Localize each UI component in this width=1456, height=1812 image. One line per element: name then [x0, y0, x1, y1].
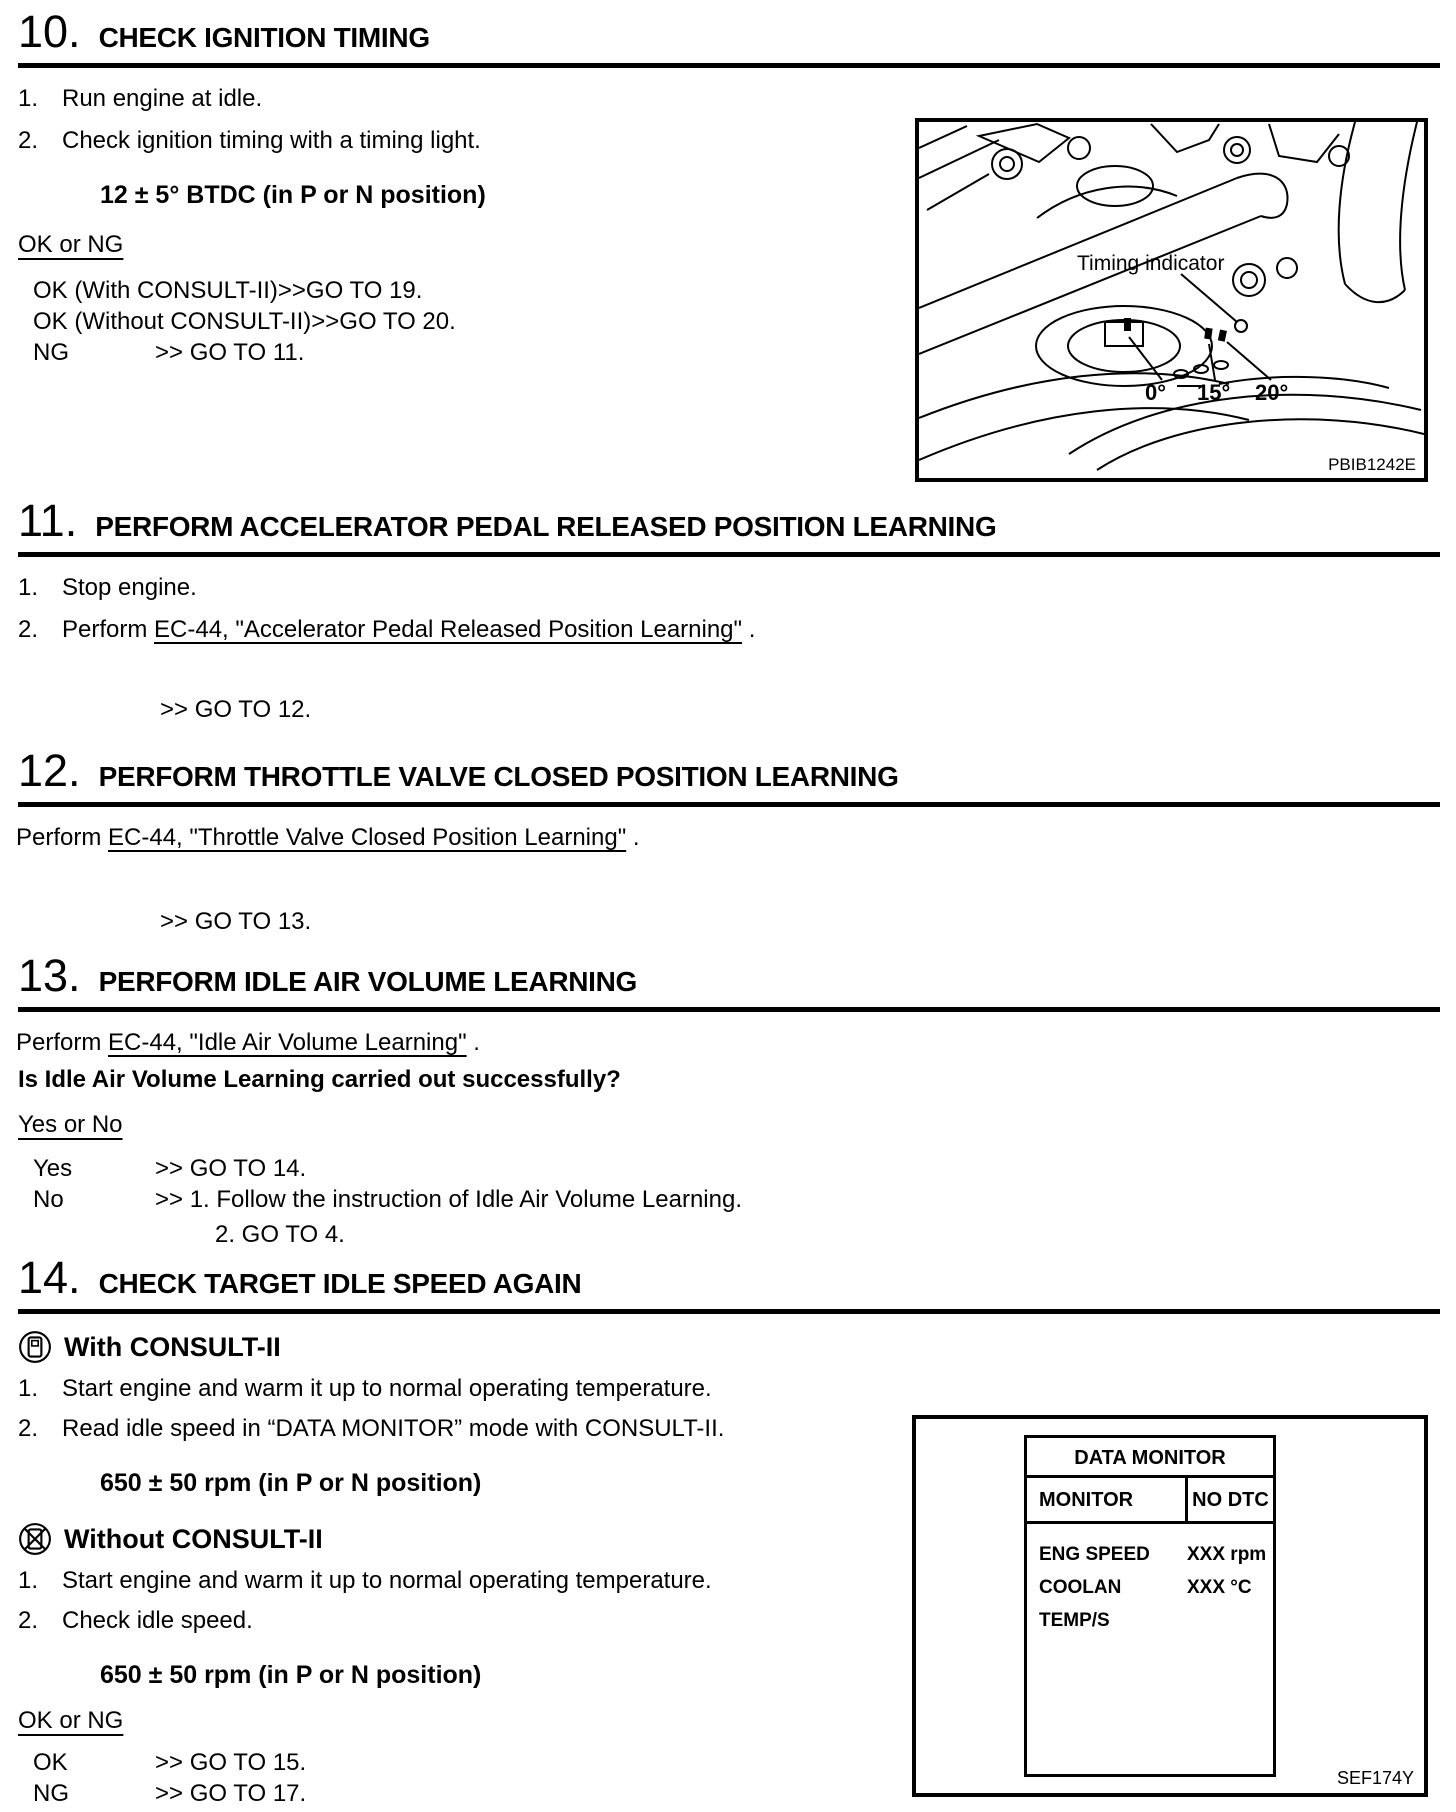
step-12-body: [16, 823, 1440, 853]
goto-12-action: >> GO TO 12.: [160, 696, 312, 723]
step-14-heading: [18, 1252, 1440, 1304]
item-text: Run engine at idle.: [62, 85, 263, 112]
step-13-heading: [18, 950, 1440, 1002]
callout-leader-line: [1181, 274, 1237, 322]
without-consult-ii-icon: [18, 1522, 52, 1556]
step-title: PERFORM ACCELERATOR PEDAL RELEASED POSITION LEARNING: [95, 511, 997, 542]
mark-0-deg: 0°: [1145, 380, 1167, 405]
item-text: Check idle speed.: [62, 1607, 253, 1634]
result-ng: [18, 338, 898, 367]
mark-20-deg: 20°: [1255, 380, 1289, 405]
step-title: CHECK IGNITION TIMING: [98, 22, 430, 53]
item-number: 2.: [18, 1607, 39, 1634]
step-14-without-item-2: [18, 1606, 898, 1636]
result-no: [18, 1185, 1440, 1214]
item-number: 1.: [18, 1567, 39, 1594]
heading-rule: [18, 63, 1440, 68]
data-monitor-header-row: [1027, 1478, 1273, 1524]
table-row: [1039, 1538, 1273, 1571]
item-text: Check ignition timing with a timing light.: [62, 127, 481, 154]
result-label: No: [33, 1186, 64, 1213]
with-consult-ii-header: [18, 1330, 898, 1364]
idle-air-volume-question: Is Idle Air Volume Learning carried out successfully?: [18, 1066, 621, 1093]
result-label: OK: [33, 1749, 68, 1776]
data-monitor-screen: [1024, 1435, 1276, 1777]
item-text: Stop engine.: [62, 574, 197, 601]
step-13-section: [18, 950, 1440, 1249]
ec44-accelerator-pedal-link[interactable]: EC-44, "Accelerator Pedal Released Position Learning": [154, 616, 743, 643]
ec44-throttle-valve-link[interactable]: EC-44, "Throttle Valve Closed Position Learning": [108, 824, 627, 851]
heading-rule: [18, 1309, 1440, 1314]
idle-speed-spec-with: 650 ± 50 rpm (in P or N position): [100, 1469, 482, 1497]
step-11-item-2: [18, 615, 1440, 645]
ignition-timing-spec: 12 ± 5° BTDC (in P or N position): [100, 181, 486, 209]
figure-code: SEF174Y: [1336, 1768, 1414, 1788]
ok-or-ng-label: OK or NG: [18, 231, 124, 258]
result-yes: [18, 1154, 1440, 1183]
data-monitor-title: DATA MONITOR: [1027, 1438, 1273, 1478]
no-dtc-column-header: NO DTC: [1185, 1478, 1273, 1521]
heading-rule: [18, 802, 1440, 807]
result-action: >> GO TO 14.: [155, 1155, 307, 1182]
row-label: COOLAN TEMP/S: [1039, 1577, 1122, 1631]
without-consult-label: Without CONSULT-II: [64, 1523, 323, 1554]
step-number: 13.: [18, 950, 81, 1001]
with-consult-label: With CONSULT-II: [64, 1331, 281, 1362]
result-action: >> 1. Follow the instruction of Idle Air Volume Learning.: [155, 1186, 743, 1213]
step-14-without-item-1: [18, 1566, 898, 1596]
idle-speed-spec-without: 650 ± 50 rpm (in P or N position): [100, 1661, 482, 1689]
without-consult-ii-header: [18, 1522, 898, 1556]
text-prefix: Perform: [16, 1029, 109, 1056]
heading-rule: [18, 552, 1440, 557]
step-number: 12.: [18, 745, 81, 796]
step-10-item-2: [18, 126, 898, 156]
row-label: ENG SPEED: [1039, 1544, 1150, 1565]
goto-13-action: >> GO TO 13.: [160, 908, 312, 935]
figure-data-monitor: [912, 1415, 1428, 1797]
step-12-section: [18, 745, 1440, 937]
result-action: >> GO TO 15.: [155, 1749, 307, 1776]
result-label: NG: [33, 339, 69, 366]
result-no-line-2: 2. GO TO 4.: [215, 1221, 345, 1248]
text-prefix: Perform: [16, 824, 109, 851]
step-title: PERFORM THROTTLE VALVE CLOSED POSITION LEARNING: [98, 761, 899, 792]
ec44-idle-air-volume-link[interactable]: EC-44, "Idle Air Volume Learning": [108, 1029, 467, 1056]
result-label: NG: [33, 1780, 69, 1807]
consult-ii-icon: [18, 1330, 52, 1364]
item-number: 2.: [18, 1415, 39, 1442]
item-text: [62, 615, 755, 645]
step-10-heading: [18, 6, 1440, 58]
step-11-heading: [18, 495, 1440, 547]
item-number: 1.: [18, 574, 39, 601]
result-label: Yes: [33, 1155, 73, 1182]
step-10-item-1: [18, 84, 898, 114]
step-13-body: [16, 1028, 1440, 1058]
item-text: Start engine and warm it up to normal operating temperature.: [62, 1567, 712, 1594]
item-number: 2.: [18, 127, 39, 154]
engine-illustration: [919, 122, 1424, 478]
step-11-section: [18, 495, 1440, 725]
timing-indicator-callout: Timing indicator: [1077, 252, 1225, 275]
data-monitor-rows: [1027, 1524, 1273, 1637]
monitor-column-header: MONITOR: [1039, 1489, 1134, 1511]
yes-or-no-label: Yes or No: [18, 1111, 123, 1138]
text-suffix: .: [742, 616, 756, 643]
step-title: PERFORM IDLE AIR VOLUME LEARNING: [98, 966, 638, 997]
step-number: 11.: [18, 495, 78, 546]
step-number: 10.: [18, 6, 81, 57]
result-ok-without: OK (Without CONSULT-II)>>GO TO 20.: [33, 308, 456, 335]
item-number: 2.: [18, 616, 39, 643]
result-action: >> GO TO 11.: [155, 339, 305, 366]
result-ng: [18, 1779, 898, 1808]
text-suffix: .: [466, 1029, 480, 1056]
mark-15-deg: 15°: [1197, 380, 1231, 405]
step-12-heading: [18, 745, 1440, 797]
item-text: [16, 1028, 480, 1058]
item-text: Start engine and warm it up to normal operating temperature.: [62, 1375, 712, 1402]
result-ok-with: OK (With CONSULT-II)>>GO TO 19.: [33, 277, 423, 304]
step-title: CHECK TARGET IDLE SPEED AGAIN: [98, 1268, 582, 1299]
heading-rule: [18, 1007, 1440, 1012]
table-row: [1039, 1571, 1273, 1637]
row-value: XXX rpm: [1187, 1544, 1267, 1565]
step-number: 14.: [18, 1252, 81, 1303]
item-text: [16, 823, 640, 853]
text-prefix: Perform: [62, 616, 155, 643]
step-14-with-item-1: [18, 1374, 898, 1404]
text-suffix: .: [626, 824, 640, 851]
result-action: >> GO TO 17.: [155, 1780, 307, 1807]
row-value: XXX °C: [1187, 1577, 1252, 1598]
item-number: 1.: [18, 1375, 39, 1402]
figure-code: PBIB1242E: [1328, 455, 1416, 474]
item-text: Read idle speed in “DATA MONITOR” mode with CONSULT-II.: [62, 1415, 725, 1442]
ok-or-ng-label: OK or NG: [18, 1707, 124, 1734]
item-number: 1.: [18, 85, 39, 112]
step-14-with-item-2: [18, 1414, 898, 1444]
figure-timing-indicator: [915, 118, 1428, 482]
step-11-item-1: [18, 573, 1440, 603]
result-ok: [18, 1748, 898, 1777]
